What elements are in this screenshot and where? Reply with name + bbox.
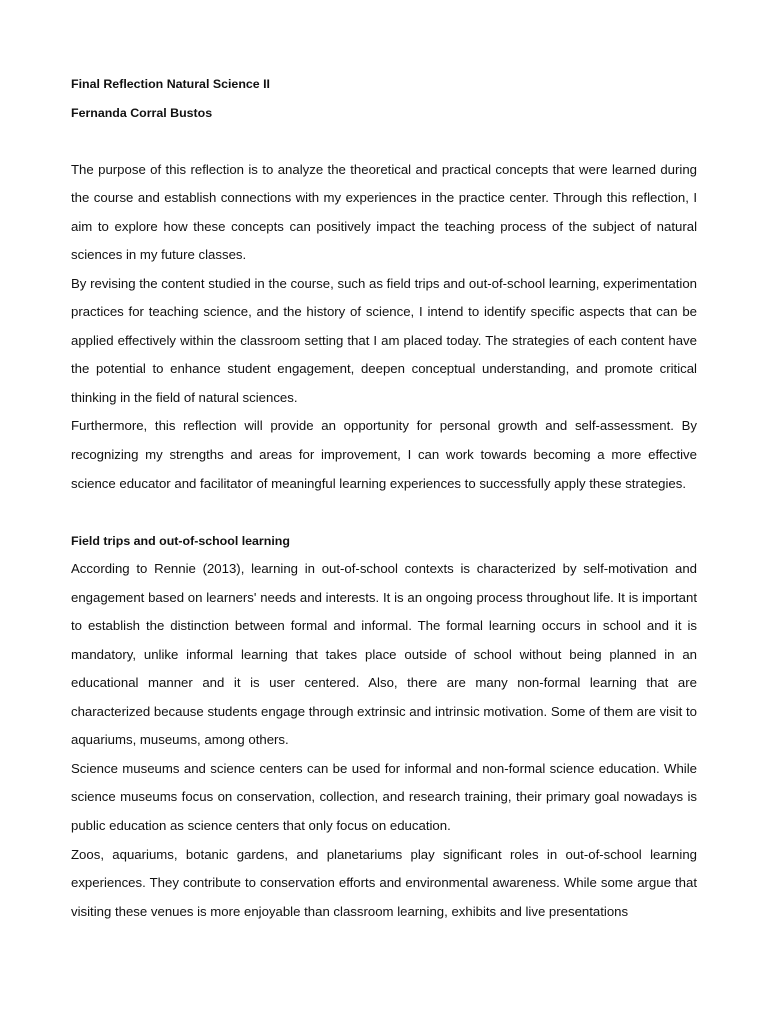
section-paragraph-1: According to Rennie (2013), learning in out-of-school contexts is characterized by self-motivation and engagement based on learners' needs and interests. It is an ongoing process throughout life. It is important to establish the distinction between formal and informal. The formal learning occurs in school and it is mandatory, unlike informal learning that takes place outside of school without being planned in an educational manner and it is user centered. Also, there are many non-formal learning that are characterized because students engage through extrinsic and intrinsic motivation. Some of them are visit to aquariums, museums, among others. [71, 561, 697, 748]
document-author: Fernanda Corral Bustos [71, 105, 213, 120]
document-page [71, 70, 697, 926]
intro-paragraph-1: The purpose of this reflection is to analyze the theoretical and practical concepts that were learned during the course and establish connections with my experiences in the practice center. Through this reflection, I aim to explore how these concepts can positively impact the teaching process of the subject of natural sciences in my future classes. [71, 161, 697, 263]
document-title: Final Reflection Natural Science II [71, 77, 270, 91]
spacer [71, 498, 697, 527]
spacer [71, 127, 697, 156]
intro-paragraph-3: Furthermore, this reflection will provide an opportunity for personal growth and self-assessment. By recognizing my strengths and areas for improvement, I can work towards becoming a more effective science educator and facilitator of meaningful learning experiences to successfully apply these strategies. [71, 418, 697, 491]
section-heading: Field trips and out-of-school learning [71, 533, 290, 548]
intro-paragraph-2: By revising the content studied in the course, such as field trips and out-of-school learning, experimentation practices for teaching science, and the history of science, I intend to identify specific aspects that can be applied effectively within the classroom setting that I am placed today. The strategies of each content have the potential to enhance student engagement, deepen conceptual understanding, and promote critical thinking in the field of natural sciences. [71, 275, 697, 405]
section-paragraph-2: Science museums and science centers can be used for informal and non-formal science education. While science museums focus on conservation, collection, and research training, their primary goal nowadays is public education as science centers that only focus on education. [71, 760, 697, 833]
section-paragraph-3: Zoos, aquariums, botanic gardens, and planetariums play significant roles in out-of-school learning experiences. They contribute to conservation efforts and environmental awareness. While some argue that visiting these venues is more enjoyable than classroom learning, exhibits and live presentations [71, 846, 697, 919]
